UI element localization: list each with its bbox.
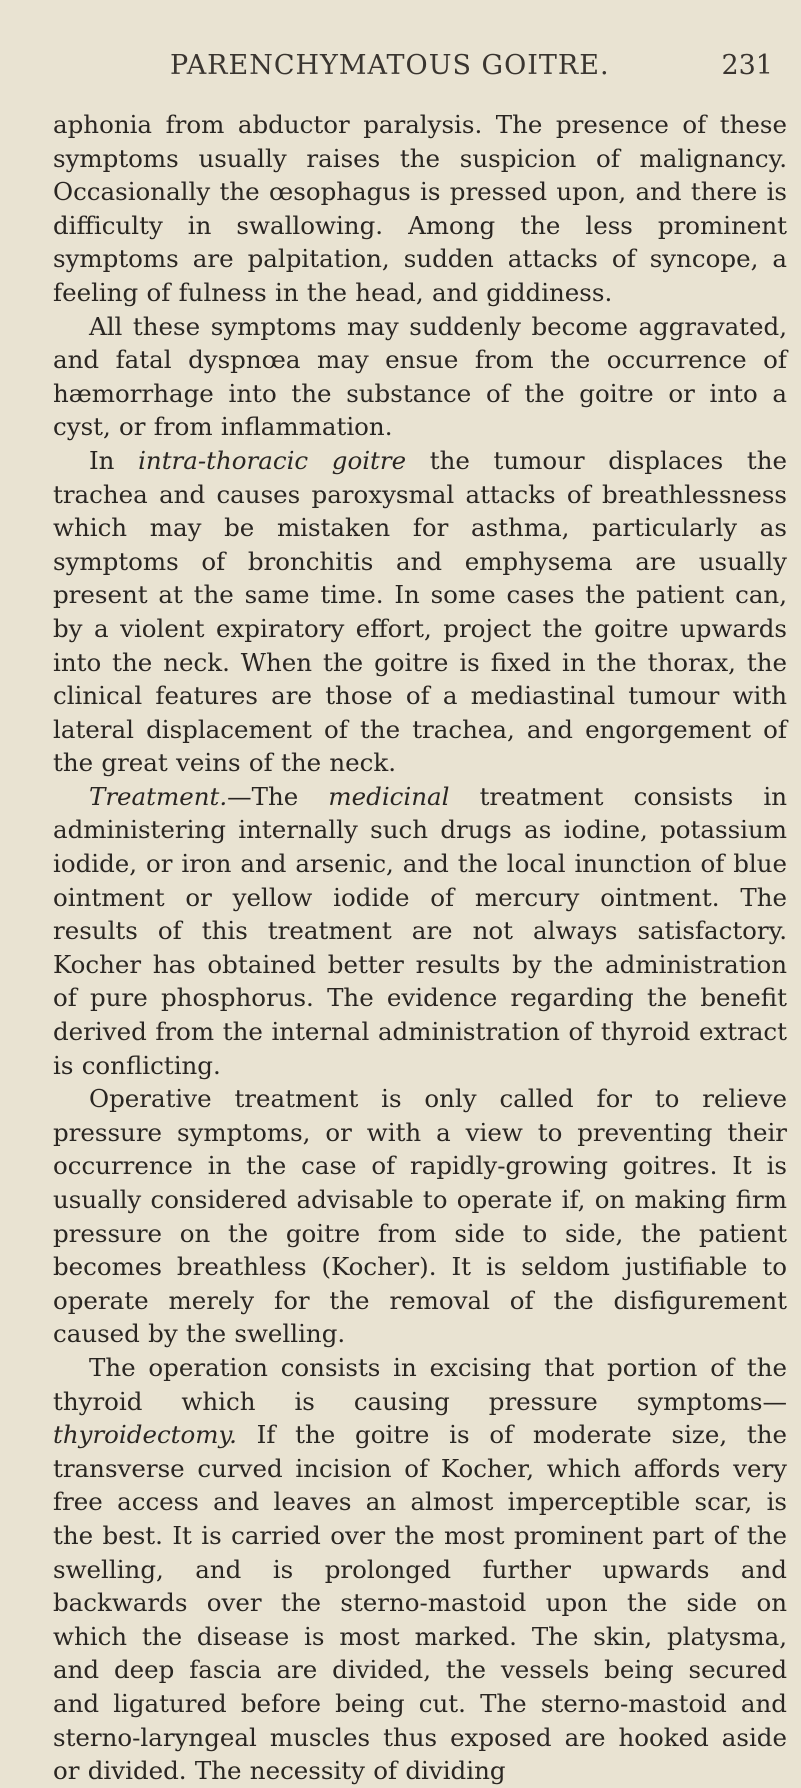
running-title: PARENCHYMATOUS GOITRE. (170, 50, 610, 81)
paragraph-aphonia (53, 108, 787, 310)
paragraph-aggravation (53, 310, 787, 444)
italic-term: thyroidectomy. (53, 1420, 237, 1450)
italic-term: intra-thoracic goitre (138, 445, 407, 475)
paragraph-operative-treatment (53, 1082, 787, 1351)
page-number: 231 (721, 50, 773, 81)
section-heading-treatment: Treatment. (89, 781, 228, 811)
paragraph-text: aphonia from abductor paralysis. The presence of these symptoms usually raises the suspicion of malignancy. Occasionally the œsophagus is pressed upon, and there is difficulty in swallowing. Among the less prominent symptoms are palpitation, sudden attacks of syncope, a feeling of fulness in the head, and giddiness. (53, 110, 787, 307)
paragraph-operation (53, 1351, 787, 1788)
paragraph-text: Operative treatment is only called for to relieve pressure symptoms, or with a view to preventing their occurrence in the case of rapidly-growing goitres. It is usually considered advisable to operate if, on making firm pressure on the goitre from side to side, the patient becomes breathless (Kocher). It is seldom justifiable to operate merely for the removal of the disfigurement caused by the swelling. (53, 1084, 787, 1349)
paragraph-intra-thoracic (53, 444, 787, 780)
paragraph-treatment (53, 780, 787, 1082)
paragraph-text: If the goitre is of moderate size, the transverse curved incision of Kocher, which affords very free access and leaves an almost imperceptible scar, is the best. It is carried over the most prominent part of the swelling, and is prolonged further upwards and backwards over the sterno-mastoid upon the side on which the disease is most marked. The skin, platysma, and deep fascia are divided, the vessels being secured and ligatured before being cut. The sterno-mastoid and sterno-laryngeal muscles thus exposed are hooked aside or divided. The necessity of dividing (53, 1420, 787, 1786)
paragraph-text: the tumour displaces the trachea and causes paroxysmal attacks of breathlessness which may be mistaken for asthma, particularly as symptoms of bronchitis and emphysema are usually present at the same time. In some cases the patient can, by a violent expiratory effort, project the goitre upwards into the neck. When the goitre is fixed in the thorax, the clinical features are those of a mediastinal tumour with lateral displacement of the trachea, and engorgement of the great veins of the neck. (53, 445, 787, 778)
paragraph-lead: In (89, 445, 139, 475)
body-text (53, 108, 787, 1788)
paragraph-text: All these symptoms may suddenly become aggravated, and fatal dyspnœa may ensue from the occurrence of hæmorrhage into the substance of the goitre or into a cyst, or from inflammation. (53, 311, 787, 442)
italic-term: medicinal (328, 781, 450, 811)
paragraph-lead: The operation consists in excising that portion of the thyroid which is causing pressure symptoms— (53, 1352, 787, 1416)
paragraph-text: —The (227, 781, 329, 811)
running-head (53, 50, 787, 86)
paragraph-text: treatment consists in administering internally such drugs as iodine, potassium iodide, or iron and arsenic, and the local inunction of blue ointment or yellow iodide of mercury ointment. The results of this treatment are not always satisfactory. Kocher has obtained better results by the administration of pure phosphorus. The evidence regarding the benefit derived from the internal administration of thyroid extract is conflicting. (53, 781, 787, 1080)
